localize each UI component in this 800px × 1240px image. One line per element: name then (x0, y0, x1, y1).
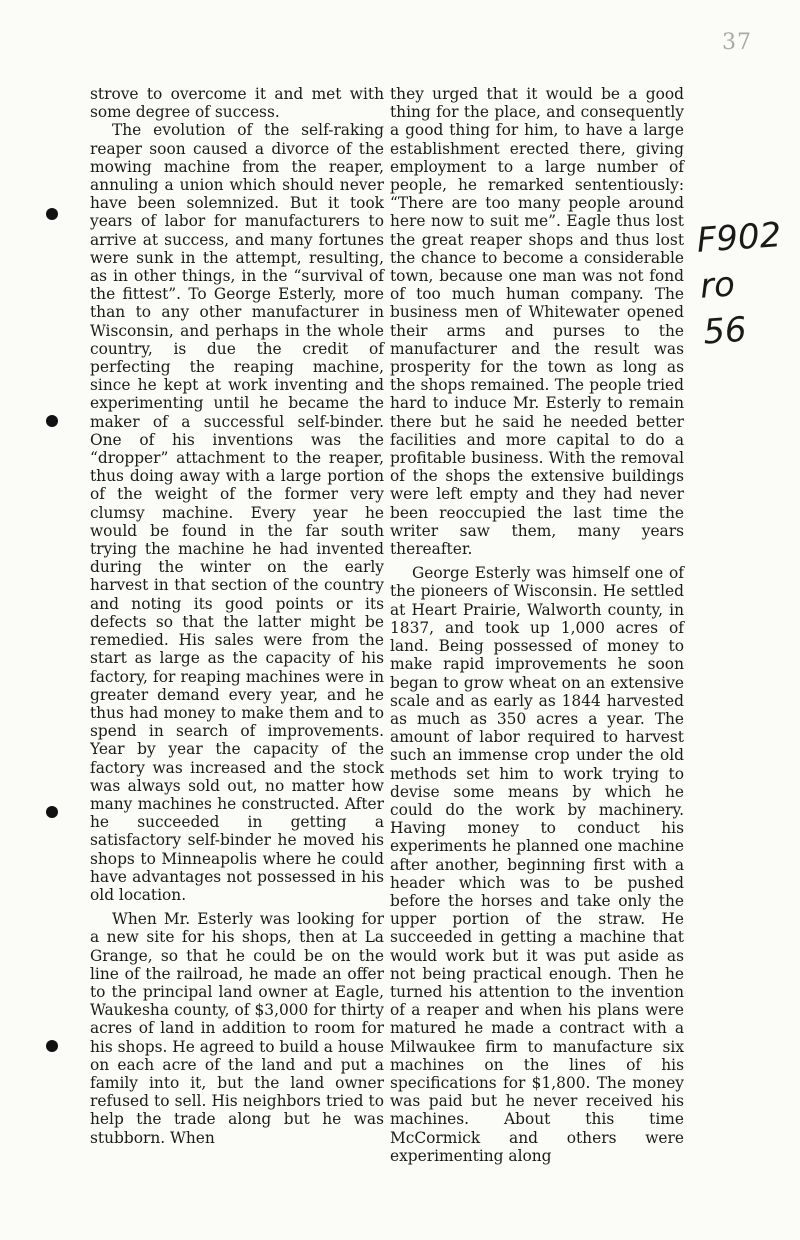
handwritten-margin-note (695, 212, 784, 355)
punch-hole (46, 1040, 58, 1052)
margin-note-line: 56 (701, 309, 748, 353)
right-paragraph-1: they urged that it would be a good thing for the place, and consequently a good thing for him, to have a large establishment erected there, giving employment to a large number of people, he remarked sententiously: “There are too many people around here now to suit me”. Eagle thus lost the great reaper shops and thus lost the chance to become a considerable town, because one man was not fond of too much human company. The business men of Whitewater opened their arms and purses to the manufacturer and the result was prosperity for the town as long as the shops remained. The people tried hard to induce Mr. Esterly to remain there but he said he needed better facilities and more capital to do a profitable business. With the removal of the shops the extensive buildings were left empty and they had never been reoccupied the last time the writer saw them, many years thereafter. (390, 85, 684, 559)
punch-hole (46, 208, 58, 220)
punch-hole (46, 415, 58, 427)
margin-note-line: F902 (695, 215, 783, 261)
page-number: 37 (722, 30, 752, 55)
right-paragraph-2: George Esterly was himself one of the pioneers of Wisconsin. He settled at Heart Prairie, Walworth county, in 1837, and took up 1,000 acres of land. Being possessed of money to make rapid improvements he soon began to grow wheat on an extensive scale and as early as 1844 harvested as much as 350 acres a year. The amount of labor required to harvest such an immense crop under the old methods set him to work trying to devise some means by which he could do the work by machinery. Having money to conduct his experiments he planned one machine after another, beginning first with a header which was to be pushed before the horses and take only the upper portion of the straw. He succeeded in getting a machine that would work but it was put aside as not being practical enough. Then he turned his attention to the invention of a reaper and when his plans were matured he made a contract with a Milwaukee firm to manufacture six machines on the lines of his specifications for $1,800. The money was paid but he never received his machines. About this time McCormick and others were experimenting along (390, 564, 684, 1165)
left-paragraph-2: The evolution of the self-raking reaper soon caused a divorce of the mowing machine from the reaper, annuling a union which should never have been solemnized. But it took years of labor for manufacturers to arrive at success, and many fortunes were sunk in the attempt, resulting, as in other things, in the “survival of the fittest”. To George Esterly, more than to any other manufacturer in Wisconsin, and perhaps in the whole country, is due the credit of perfecting the reaping machine, since he kept at work inventing and experimenting until he became the maker of a successful self-binder. One of his inventions was the “dropper” attachment to the reaper, thus doing away with a large portion of the weight of the former very clumsy machine. Every year he would be found in the far south trying the machine he had invented during the winter on the early harvest in that section of the country and noting its good points or its defects so that the latter might be remedied. His sales were from the start as large as the capacity of his factory, for reaping machines were in greater demand every year, and he thus had money to make them and to spend in search of improvements. Year by year the capacity of the factory was increased and the stock was always sold out, no matter how many machines he constructed. After he succeeded in getting a satisfactory self-binder he moved his shops to Minneapolis where he could have advantages not possessed in his old location. (90, 121, 384, 904)
left-column (90, 85, 384, 1147)
left-paragraph-3: When Mr. Esterly was looking for a new site for his shops, then at La Grange, so that he could be on the line of the railroad, he made an offer to the principal land owner at Eagle, Waukesha county, of $3,000 for thirty acres of land in addition to room for his shops. He agreed to build a house on each acre of the land and put a family into it, but the land owner refused to sell. His neighbors tried to help the trade along but he was stubborn. When (90, 910, 384, 1147)
left-paragraph-1: strove to overcome it and met with some degree of success. (90, 85, 384, 122)
right-column (390, 85, 684, 1165)
punch-hole (46, 806, 58, 818)
margin-note-line: ro (698, 264, 737, 307)
